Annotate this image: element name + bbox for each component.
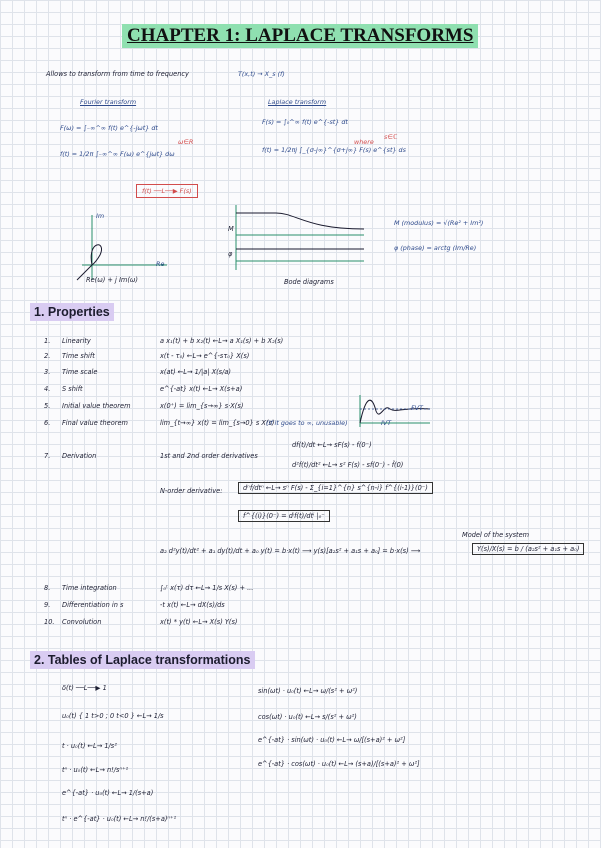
mapping-box: f(t) ──L──▶ F(s) xyxy=(136,184,198,198)
model-equation: a₂ d²y(t)/dt² + a₁ dy(t)/dt + a₀ y(t) = b·x(t) ⟶ y(s)[a₂s² + a₁s + a₀] = b·x(s) ⟶ xyxy=(160,547,421,555)
laplace-inverse: f(t) = 1/2πj ∫_{σ-j∞}^{σ+j∞} F(s) e^{st} ds xyxy=(262,146,406,154)
prop-10-name: Convolution xyxy=(62,618,102,626)
prop-9-num: 9. xyxy=(44,601,51,609)
prop-6-note: (if it goes to ∞, unusable) xyxy=(266,419,348,427)
bode-m-label: M xyxy=(228,225,234,233)
second-derivative: d²f(t)/dt² ←L→ s² F(s) - sf(0⁻) - ḟ(0) xyxy=(292,461,404,469)
prop-9-name: Differentiation in s xyxy=(62,601,124,609)
bode-diagram xyxy=(236,205,366,275)
section-tables-heading: 2. Tables of Laplace transformations xyxy=(30,651,255,669)
model-label: Model of the system xyxy=(462,531,530,539)
prop-7-num: 7. xyxy=(44,452,51,460)
magnitude-formula: M (modulus) = √(Re² + Im²) xyxy=(394,219,484,227)
bode-magnitude-curve xyxy=(236,213,364,229)
prop-5-name: Initial value theorem xyxy=(62,402,131,410)
prop-8-formula: ∫₀ᵗ x(τ) dτ ←L→ 1/s X(s) + ... xyxy=(160,584,254,592)
axis-re-label: Re xyxy=(156,260,165,268)
prop-4-name: S shift xyxy=(62,385,83,393)
prop-8-name: Time integration xyxy=(62,584,117,592)
prop-6-formula: lim_{t→∞} x(t) = lim_{s→0} s X(s) xyxy=(160,419,275,427)
prop-6-name: Final value theorem xyxy=(62,419,128,427)
complex-plane-diagram xyxy=(62,210,172,285)
intro-formula: T(x,t) → X_s (f) xyxy=(238,70,285,78)
prop-10-formula: x(t) * y(t) ←L→ X(s) Y(s) xyxy=(160,618,238,626)
table-left-row-5: e^{-at} · u₀(t) ←L→ 1/(s+a) xyxy=(62,789,154,797)
table-left-row-4: tⁿ · u₀(t) ←L→ n!/sⁿ⁺¹ xyxy=(62,766,129,774)
n-order-formula: dⁿf/dtⁿ ←L→ sⁿ F(s) - Σ_{i=1}^{n} s^{n-i} f^{(i-1)}(0⁻) xyxy=(238,482,433,494)
phase-formula: φ (phase) = arctg (Im/Re) xyxy=(394,244,477,252)
first-derivative: df(t)/dt ←L→ sF(s) - f(0⁻) xyxy=(292,441,372,449)
table-left-row-3: t · u₀(t) ←L→ 1/s² xyxy=(62,742,117,750)
initial-condition-box: f^{(i)}(0⁻) = dⁱf(t)/dtⁱ |₀⁻ xyxy=(238,510,330,522)
table-left-row-1: δ(t) ──L──▶ 1 xyxy=(62,684,107,692)
prop-10-num: 10. xyxy=(44,618,55,626)
table-right-row-2: cos(ωt) · u₀(t) ←L→ s/(s² + ω²) xyxy=(258,713,357,721)
prop-3-num: 3. xyxy=(44,368,51,376)
laplace-forward: F(s) = ∫₀^∞ f(t) e^{-st} dt xyxy=(262,118,348,126)
prop-3-formula: x(at) ←L→ 1/|a| X(s/a) xyxy=(160,368,231,376)
table-right-row-1: sin(ωt) · u₀(t) ←L→ ω/(s² + ω²) xyxy=(258,687,358,695)
prop-4-formula: e^{-at} x(t) ←L→ X(s+a) xyxy=(160,385,243,393)
ivt-label: IVT xyxy=(381,419,392,427)
prop-7-name: Derivation xyxy=(62,452,97,460)
prop-2-name: Time shift xyxy=(62,352,95,360)
laplace-heading: Laplace transform xyxy=(268,98,327,106)
prop-8-num: 8. xyxy=(44,584,51,592)
fourier-forward: F(ω) = ∫₋∞^∞ f(t) e^{-jωt} dt xyxy=(60,124,158,132)
nyquist-curve xyxy=(91,245,101,265)
bode-caption: Bode diagrams xyxy=(284,278,334,286)
table-left-row-6: tⁿ · e^{-at} · u₀(t) ←L→ n!/(s+a)ⁿ⁺¹ xyxy=(62,815,177,823)
laplace-domain: s∈ℂ xyxy=(384,133,398,141)
bode-phi-label: φ xyxy=(228,250,233,258)
fourier-inverse: f(t) = 1/2π ∫₋∞^∞ F(ω) e^{jωt} dω xyxy=(60,150,175,158)
n-order-lead: N-order derivative: xyxy=(160,487,223,495)
prop-1-name: Linearity xyxy=(62,337,91,345)
axis-im-label: Im xyxy=(96,212,105,220)
page-title: CHAPTER 1: LAPLACE TRANSFORMS xyxy=(122,24,478,48)
transfer-function-box: Y(s)/X(s) = b / (a₂s² + a₁s + a₀) xyxy=(472,543,584,555)
laplace-where: where xyxy=(354,138,374,146)
fourier-heading: Fourier transform xyxy=(80,98,137,106)
prop-4-num: 4. xyxy=(44,385,51,393)
prop-1-formula: a x₁(t) + b x₂(t) ←L→ a X₁(s) + b X₂(s) xyxy=(160,337,284,345)
prop-2-num: 2. xyxy=(44,352,51,360)
fvt-label: FVT xyxy=(411,404,423,412)
prop-6-num: 6. xyxy=(44,419,51,427)
table-right-row-3: e^{-at} · sin(ωt) · u₀(t) ←L→ ω/[(s+a)² + ω²] xyxy=(258,736,406,744)
table-right-row-4: e^{-at} · cos(ωt) · u₀(t) ←L→ (s+a)/[(s+a)² + ω²] xyxy=(258,760,420,768)
complex-plane-caption: Re(ω) + j Im(ω) xyxy=(86,276,138,284)
prop-5-num: 5. xyxy=(44,402,51,410)
intro-text: Allows to transform from time to frequency xyxy=(46,70,189,78)
table-left-row-2: u₀(t) { 1 t>0 ; 0 t<0 } ←L→ 1/s xyxy=(62,712,164,720)
prop-2-formula: x(t - τ₀) ←L→ e^{-sτ₀} X(s) xyxy=(160,352,250,360)
fourier-domain: ω∈R xyxy=(178,138,194,146)
prop-5-formula: x(0⁺) = lim_{s→∞} s·X(s) xyxy=(160,402,244,410)
prop-1-num: 1. xyxy=(44,337,51,345)
section-properties-heading: 1. Properties xyxy=(30,303,114,321)
derivatives-lead: 1st and 2nd order derivatives xyxy=(160,452,258,460)
prop-9-formula: -t x(t) ←L→ dX(s)/ds xyxy=(160,601,225,609)
prop-3-name: Time scale xyxy=(62,368,98,376)
